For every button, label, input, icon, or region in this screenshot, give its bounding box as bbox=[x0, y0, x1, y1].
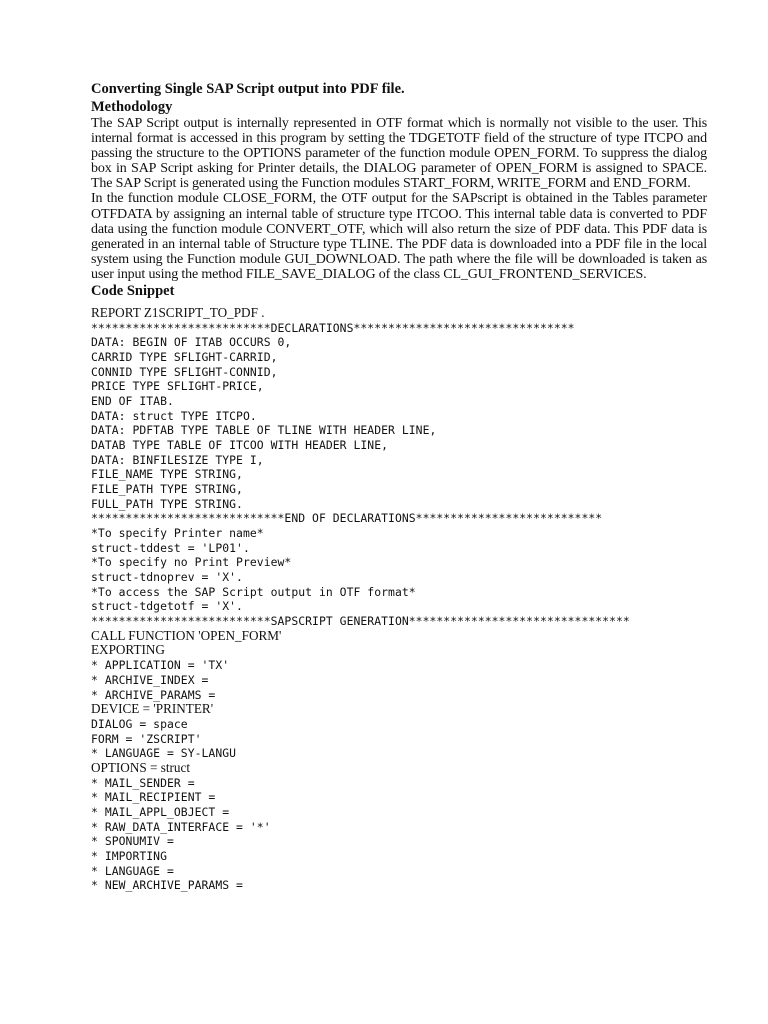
code-line: * NEW_ARCHIVE_PARAMS = bbox=[91, 878, 243, 893]
code-line: FILE_NAME TYPE STRING, bbox=[91, 467, 243, 482]
code-line: FILE_PATH TYPE STRING, bbox=[91, 482, 243, 497]
code-line: OPTIONS = struct bbox=[91, 759, 191, 775]
document-title: Converting Single SAP Script output into PDF file. bbox=[91, 81, 405, 97]
code-line: END OF ITAB. bbox=[91, 394, 174, 409]
code-line: struct-tddest = 'LP01'. bbox=[91, 540, 250, 555]
code-line: * LANGUAGE = bbox=[91, 863, 174, 878]
code-line: DATA: PDFTAB TYPE TABLE OF TLINE WITH HEADER LINE, bbox=[91, 423, 437, 438]
methodology-heading: Methodology bbox=[91, 99, 173, 115]
code-line: DATA: struct TYPE ITCPO. bbox=[91, 408, 257, 423]
code-line: * IMPORTING bbox=[91, 848, 167, 863]
document-page bbox=[91, 80, 707, 893]
code-line: * RAW_DATA_INTERFACE = '*' bbox=[91, 819, 271, 834]
code-line: CALL FUNCTION 'OPEN_FORM' bbox=[91, 627, 282, 643]
methodology-paragraph-1: The SAP Script output is internally represented in OTF format which is normally not visible to the user. This internal format is accessed in this program by setting the TDGETOTF field of the structure of type ITCPO and passing the structure to the OPTIONS parameter of the function module OPEN_FORM. To suppress the dialog box in SAP Script asking for Printer details, the DIALOG parameter of OPEN_FORM is assigned to SPACE. The SAP Script is generated using the Function modules START_FORM, WRITE_FORM and END_FORM. bbox=[91, 116, 707, 192]
code-line: FULL_PATH TYPE STRING. bbox=[91, 496, 243, 511]
code-line: * ARCHIVE_INDEX = bbox=[91, 672, 209, 687]
code-line: * MAIL_APPL_OBJECT = bbox=[91, 804, 230, 819]
code-line: CARRID TYPE SFLIGHT-CARRID, bbox=[91, 350, 278, 365]
code-line: struct-tdgetotf = 'X'. bbox=[91, 599, 243, 614]
code-line: * APPLICATION = 'TX' bbox=[91, 658, 230, 673]
code-snippet-block bbox=[91, 306, 707, 893]
code-line: * SPONUMIV = bbox=[91, 834, 174, 849]
code-line: DIALOG = space bbox=[91, 716, 188, 731]
code-line: * MAIL_SENDER = bbox=[91, 775, 195, 790]
code-line: REPORT Z1SCRIPT_TO_PDF . bbox=[91, 305, 265, 321]
code-line: DATA: BEGIN OF ITAB OCCURS 0, bbox=[91, 335, 292, 350]
code-snippet-heading: Code Snippet bbox=[91, 283, 175, 300]
code-line: * MAIL_RECIPIENT = bbox=[91, 790, 216, 805]
code-line: DATAB TYPE TABLE OF ITCOO WITH HEADER LINE, bbox=[91, 438, 389, 453]
code-line: ****************************END OF DECLARATIONS*************************** bbox=[91, 511, 603, 526]
code-line: DATA: BINFILESIZE TYPE I, bbox=[91, 452, 264, 467]
code-line: FORM = 'ZSCRIPT' bbox=[91, 731, 202, 746]
code-line: PRICE TYPE SFLIGHT-PRICE, bbox=[91, 379, 264, 394]
code-line: * ARCHIVE_PARAMS = bbox=[91, 687, 216, 702]
code-line: **************************DECLARATIONS******************************** bbox=[91, 320, 575, 335]
code-line: CONNID TYPE SFLIGHT-CONNID, bbox=[91, 364, 278, 379]
code-line: DEVICE = 'PRINTER' bbox=[91, 701, 214, 717]
code-line: EXPORTING bbox=[91, 642, 165, 658]
methodology-paragraph-2: In the function module CLOSE_FORM, the OTF output for the SAPscript is obtained in the Tables parameter OTFDATA by assigning an internal table of structure type ITCOO. This internal table data is converted to PDF data using the function module CONVERT_OTF, which will also return the size of PDF data. This PDF data is generated in an internal table of Structure type TLINE. The PDF data is downloaded into a PDF file in the local system using the Function module GUI_DOWNLOAD. The path where the file will be downloaded is taken as user input using the method FILE_SAVE_DIALOG of the class CL_GUI_FRONTEND_SERVICES. bbox=[91, 191, 707, 282]
code-line: **************************SAPSCRIPT GENERATION******************************** bbox=[91, 614, 630, 629]
code-line: *To access the SAP Script output in OTF format* bbox=[91, 584, 416, 599]
code-line: * LANGUAGE = SY-LANGU bbox=[91, 746, 237, 761]
code-line: struct-tdnoprev = 'X'. bbox=[91, 570, 243, 585]
code-line: *To specify no Print Preview* bbox=[91, 555, 292, 570]
code-line: *To specify Printer name* bbox=[91, 526, 264, 541]
